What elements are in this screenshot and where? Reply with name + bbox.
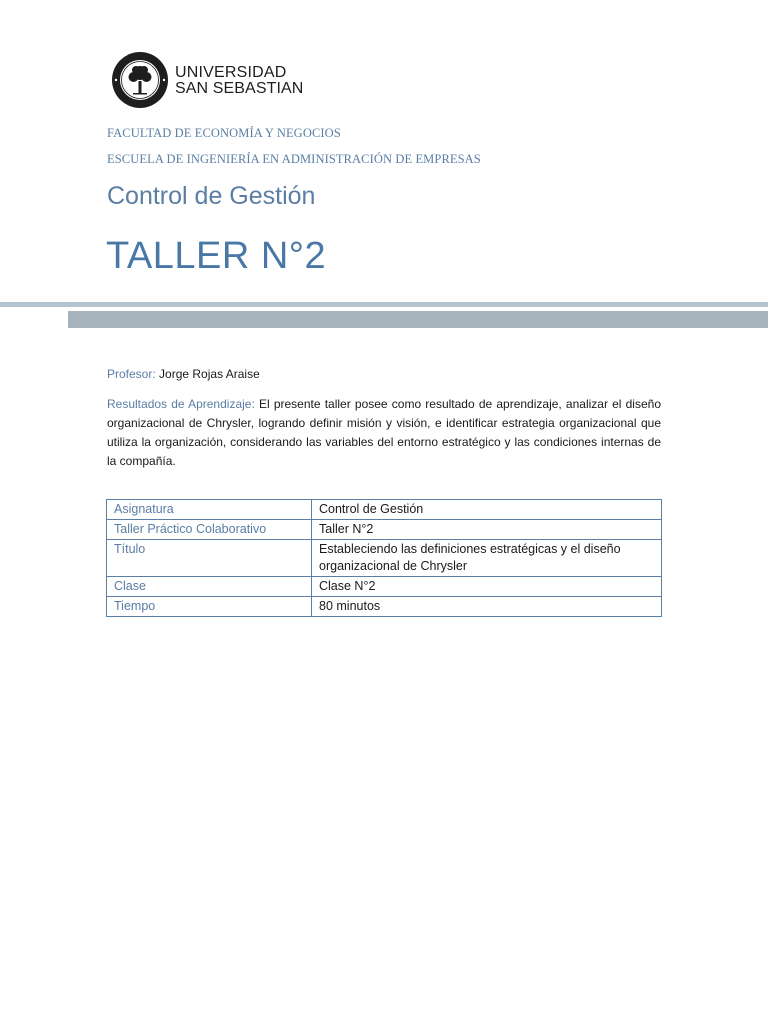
profesor-name: Jorge Rojas Araise [159, 367, 260, 381]
logo-line-1: UNIVERSIDAD [175, 64, 287, 81]
info-table [106, 499, 662, 617]
table-value: Clase N°2 [312, 577, 662, 597]
table-key: Asignatura [107, 500, 312, 520]
logo-line-2: SAN SEBASTIAN [175, 80, 304, 97]
divider-thick [68, 311, 768, 328]
logo-wordmark [175, 65, 303, 97]
table-row [107, 540, 662, 577]
table-value: Control de Gestión [312, 500, 662, 520]
table-key: Clase [107, 577, 312, 597]
resultados-paragraph [107, 395, 661, 471]
university-logo [111, 51, 311, 111]
page-title: TALLER N°2 [106, 235, 327, 277]
table-value: 80 minutos [312, 597, 662, 617]
table-key: Taller Práctico Colaborativo [107, 520, 312, 540]
table-value: Estableciendo las definiciones estratégicas y el diseño organizacional de Chrysler [312, 540, 662, 577]
faculty-heading: FACULTAD DE ECONOMÍA Y NEGOCIOS [107, 126, 341, 140]
table-key: Tiempo [107, 597, 312, 617]
table-row [107, 597, 662, 617]
table-row [107, 520, 662, 540]
resultados-text: El presente taller posee como resultado de aprendizaje, analizar el diseño organizacional de Chrysler, logrando definir misión y visión, e identificar estrategia organizacional que utiliza la organización, considerando las variables del entorno estratégico y las condiciones internas de la compañía. [107, 397, 661, 468]
university-seal-icon [111, 51, 169, 109]
profesor-label: Profesor: [107, 367, 156, 381]
table-row [107, 577, 662, 597]
divider-thin [0, 302, 768, 307]
resultados-label: Resultados de Aprendizaje: [107, 397, 255, 411]
school-heading: ESCUELA DE INGENIERÍA EN ADMINISTRACIÓN DE EMPRESAS [107, 152, 481, 166]
table-value: Taller N°2 [312, 520, 662, 540]
table-key: Título [107, 540, 312, 577]
profesor-line [107, 367, 260, 381]
table-row [107, 500, 662, 520]
course-title: Control de Gestión [107, 182, 316, 210]
